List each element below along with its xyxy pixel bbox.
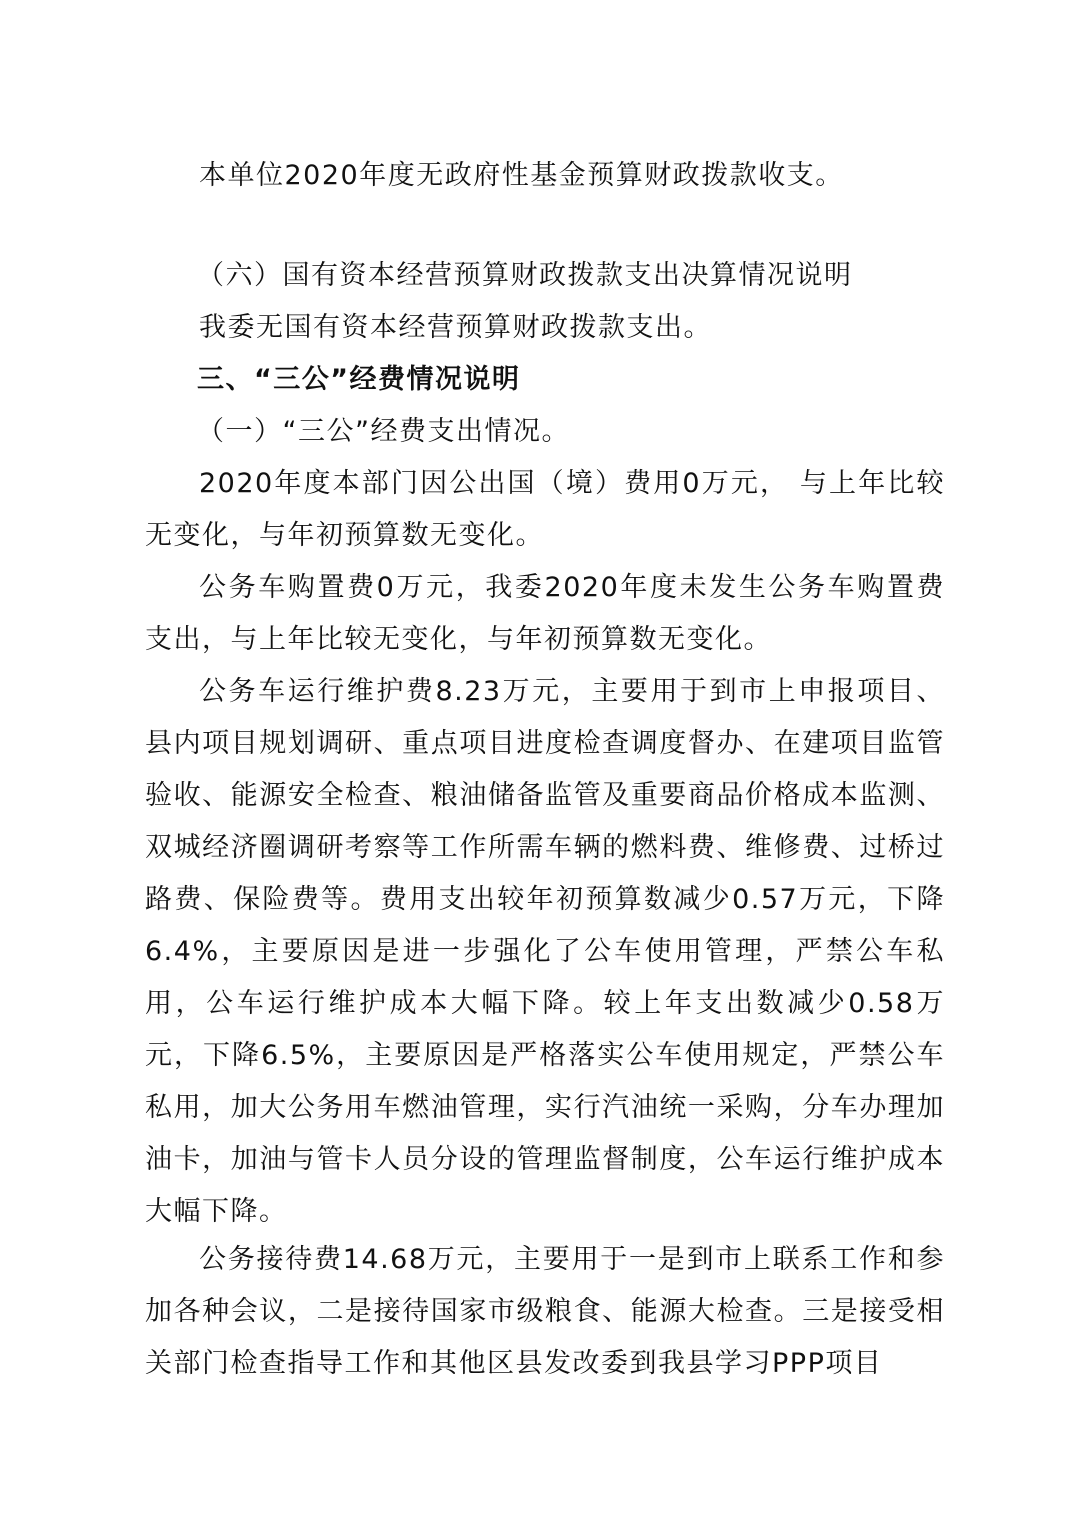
section-3-heading: 三、“三公”经费情况说明: [197, 364, 521, 395]
abroad-expense-paragraph: 2020年度本部门因公出国（境）费用0万元， 与上年比较无变化，与年初预算数无变化。: [145, 468, 945, 551]
subsection-1-heading: （一）“三公”经费支出情况。: [197, 416, 570, 447]
reception-expense-paragraph: 公务接待费14.68万元，主要用于一是到市上联系工作和参加各种会议，二是接待国家市级粮食、能源大检查。三是接受相关部门检查指导工作和其他区县发改委到我县学习PPP项目: [145, 1244, 945, 1379]
section-6-body: 我委无国有资本经营预算财政拨款支出。: [199, 312, 712, 343]
gov-fund-paragraph: 本单位2020年度无政府性基金预算财政拨款收支。: [199, 160, 844, 191]
car-purchase-paragraph: 公务车购置费0万元，我委2020年度未发生公务车购置费支出，与上年比较无变化，与年初预算数无变化。: [145, 572, 945, 655]
section-6-heading: （六）国有资本经营预算财政拨款支出决算情况说明: [197, 260, 853, 291]
car-maintenance-paragraph: 公务车运行维护费8.23万元，主要用于到市上申报项目、县内项目规划调研、重点项目进度检查调度督办、在建项目监管验收、能源安全检查、粮油储备监管及重要商品价格成本监测、双城经济圈调研考察等工作所需车辆的燃料费、维修费、过桥过路费、保险费等。费用支出较年初预算数减少0.57万元，下降6.4%，主要原因是进一步强化了公车使用管理，严禁公车私用，公车运行维护成本大幅下降。较上年支出数减少0.58万元，下降6.5%，主要原因是严格落实公车使用规定，严禁公车私用，加大公务用车燃油管理，实行汽油统一采购，分车办理加油卡，加油与管卡人员分设的管理监督制度，公车运行维护成本大幅下降。: [145, 676, 945, 1227]
